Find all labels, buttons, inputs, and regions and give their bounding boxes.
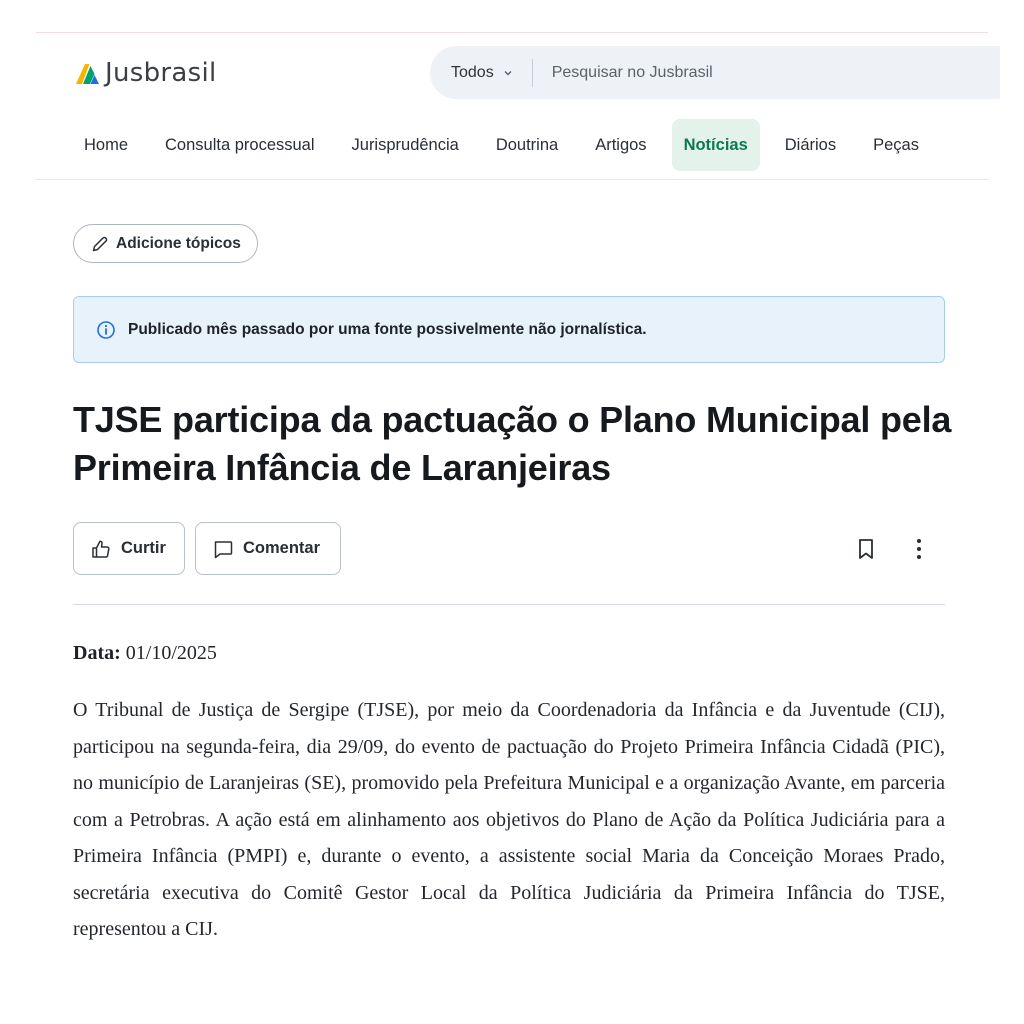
comment-button[interactable]	[195, 522, 341, 575]
search-scope-label: Todos	[451, 63, 494, 81]
nav-item-jurisprudencia[interactable]: Jurisprudência	[351, 135, 459, 154]
thumbs-up-icon	[90, 538, 112, 560]
nav-item-artigos[interactable]: Artigos	[595, 135, 647, 154]
main-nav	[72, 119, 944, 171]
nav-item-doutrina[interactable]: Doutrina	[495, 135, 559, 154]
add-topics-label: Adicione tópicos	[116, 234, 241, 252]
nav-item-consulta-processual[interactable]: Consulta processual	[165, 135, 315, 154]
site-header	[36, 33, 988, 180]
like-button[interactable]	[73, 522, 185, 575]
nav-item-pecas[interactable]: Peças	[873, 135, 919, 154]
jusbrasil-logo-icon	[74, 61, 102, 85]
comment-label: Comentar	[243, 539, 321, 557]
logo[interactable]	[74, 58, 217, 88]
info-icon	[96, 320, 116, 340]
date-value: 01/10/2025	[125, 642, 217, 664]
add-topics-button[interactable]	[73, 224, 258, 263]
content-divider	[73, 604, 945, 605]
date-label: Data:	[73, 642, 121, 664]
comment-icon	[212, 538, 234, 560]
nav-item-noticias[interactable]: Notícias	[672, 119, 760, 171]
article-title: TJSE participa da pactuação o Plano Municipal pela Primeira Infância de Laranjeiras	[73, 399, 952, 488]
nav-item-home[interactable]: Home	[84, 135, 129, 154]
chevron-down-icon	[503, 68, 513, 78]
bookmark-icon[interactable]	[853, 536, 879, 562]
notice-text: Publicado mês passado por uma fonte possivelmente não jornalística.	[128, 320, 647, 338]
article-date	[73, 642, 217, 665]
nav-item-diarios[interactable]: Diários	[784, 135, 837, 154]
logo-text: Jusbrasil	[105, 58, 217, 88]
search-scope-dropdown[interactable]	[430, 46, 532, 99]
article-body: O Tribunal de Justiça de Sergipe (TJSE), por meio da Coordenadoria da Infância e da Juventude (CIJ), participou na segunda-feira, dia 29/09, do evento de pactuação do Projeto Primeira Infância Cidadã (PIC), no município de Laranjeiras (SE), promovido pela Prefeitura Municipal e a organização Avante, em parceria com a Petrobras. A ação está em alinhamento aos objetivos do Plano de Ação da Política Judiciária para a Primeira Infância (PMPI) e, durante o evento, a assistente social Maria da Conceição Moraes Prado, secretária executiva do Comitê Gestor Local da Política Judiciária da Primeira Infância do TJSE, representou a CIJ.	[73, 699, 945, 940]
more-vertical-icon[interactable]	[906, 535, 932, 563]
like-label: Curtir	[121, 539, 166, 557]
pencil-icon	[90, 234, 110, 254]
search-input[interactable]	[552, 64, 932, 82]
publication-notice	[73, 296, 945, 363]
search-separator	[532, 59, 533, 87]
search-bar	[430, 46, 1000, 99]
